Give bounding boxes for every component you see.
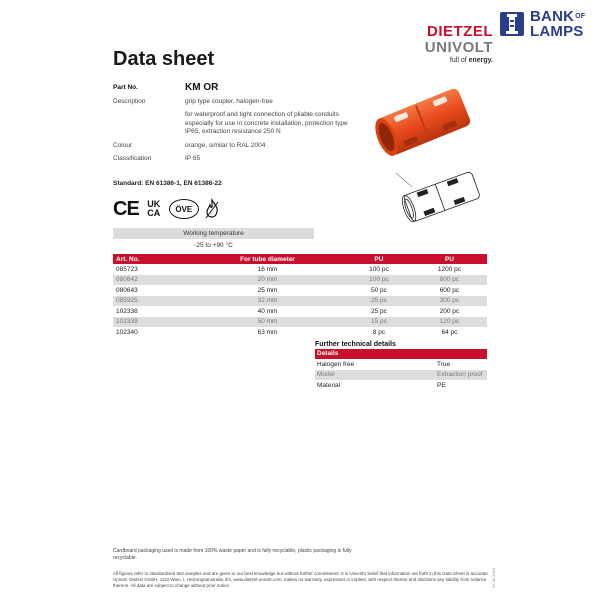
- packaging-note: Cardboard packaging used is made from 100% waste paper and is fully recyclable, plastic packaging is fully recyclable.: [113, 548, 352, 561]
- document-date: 07.11.2024: [491, 568, 496, 588]
- tech-row: Material PE: [317, 381, 446, 389]
- info-row-colour: Colour orange, similar to RAL 2004: [113, 141, 266, 149]
- col-art-no: Art. No.: [113, 254, 189, 264]
- ukca-mark-icon: UK CA: [147, 199, 161, 218]
- working-temperature: Working temperature -25 to +90 °C: [113, 228, 314, 252]
- bank-of-lamps-logo[interactable]: [498, 8, 598, 42]
- table-row: 085723 16 mm 100 pc 1200 pc: [116, 265, 461, 273]
- lighthouse-icon: [498, 8, 526, 38]
- technical-details: [315, 341, 487, 391]
- table-header-row: [113, 254, 487, 264]
- col-pu-1: PU: [346, 254, 412, 264]
- dietzel-univolt-logo: [398, 24, 493, 64]
- tech-row: Model Extraction proof: [315, 370, 487, 381]
- table-row: 102340 63 mm 8 pc 64 pc: [116, 328, 458, 336]
- info-row-description: Description grip type coupler, halogen-free: [113, 97, 273, 105]
- ove-mark-icon: ÖVE: [169, 199, 199, 219]
- tech-row: Halogen free True: [317, 360, 451, 368]
- brand-univolt: UNIVOLT: [424, 39, 493, 56]
- product-technical-drawing: [392, 165, 490, 230]
- product-photo: [368, 82, 480, 164]
- table-row: 080642 20 mm 100 pc 800 pc: [113, 275, 487, 286]
- certification-marks: [113, 197, 221, 221]
- halogen-free-flame-icon: [203, 198, 221, 220]
- info-row-classification: Classification IP 65: [113, 155, 201, 162]
- table-row: 080643 25 mm 50 pc 600 pc: [116, 286, 460, 294]
- col-pu-2: PU: [412, 254, 487, 264]
- table-row: 102338 40 mm 25 pc 200 pc: [116, 307, 460, 315]
- table-row: 102339 50 mm 15 pc 120 pc: [113, 317, 487, 328]
- info-row-art-no: Part No. KM OR: [113, 82, 219, 93]
- table-row: 085925 32 mm 25 pc 300 pc: [113, 296, 487, 307]
- col-tube-diameter: For tube diameter: [189, 254, 346, 264]
- standard-text: Standard: EN 61386-1, EN 61386-22: [113, 180, 222, 187]
- brand-tagline: full of energy.: [449, 57, 493, 64]
- articles-table: [113, 254, 487, 338]
- page-title: Data sheet: [113, 48, 215, 70]
- info-row-description-detail: for waterproof and tight connection of pliable conduits especially for use in concrete installation, protection type IP65, extraction resistance 250 N: [185, 111, 348, 135]
- technical-details-header: Details: [315, 349, 487, 359]
- ce-mark-icon: CE: [113, 197, 139, 220]
- bank-of-lamps-wordmark: $BANK^{OF}$ LAMPS: [530, 8, 586, 40]
- product-info: [113, 84, 373, 169]
- legal-disclaimer: All figures refer to standardised test samples and are given to our best knowledge but without further commitment. It is Univolt's belief that information set forth in this Data Sheet is accurate. Univolt, Dietzel GmbH, 1110 Wien, t. Heizungsanstraße 3/4, www.dietzel-univolt.com, makes no warranty, expressed or implied, with respect thereto and disclaims any liability from reliance thereon. All data are subject to change without prior notice.: [113, 571, 490, 588]
- technical-details-title: Further technical details: [315, 341, 396, 348]
- brand-dietzel: DIETZEL: [427, 23, 493, 40]
